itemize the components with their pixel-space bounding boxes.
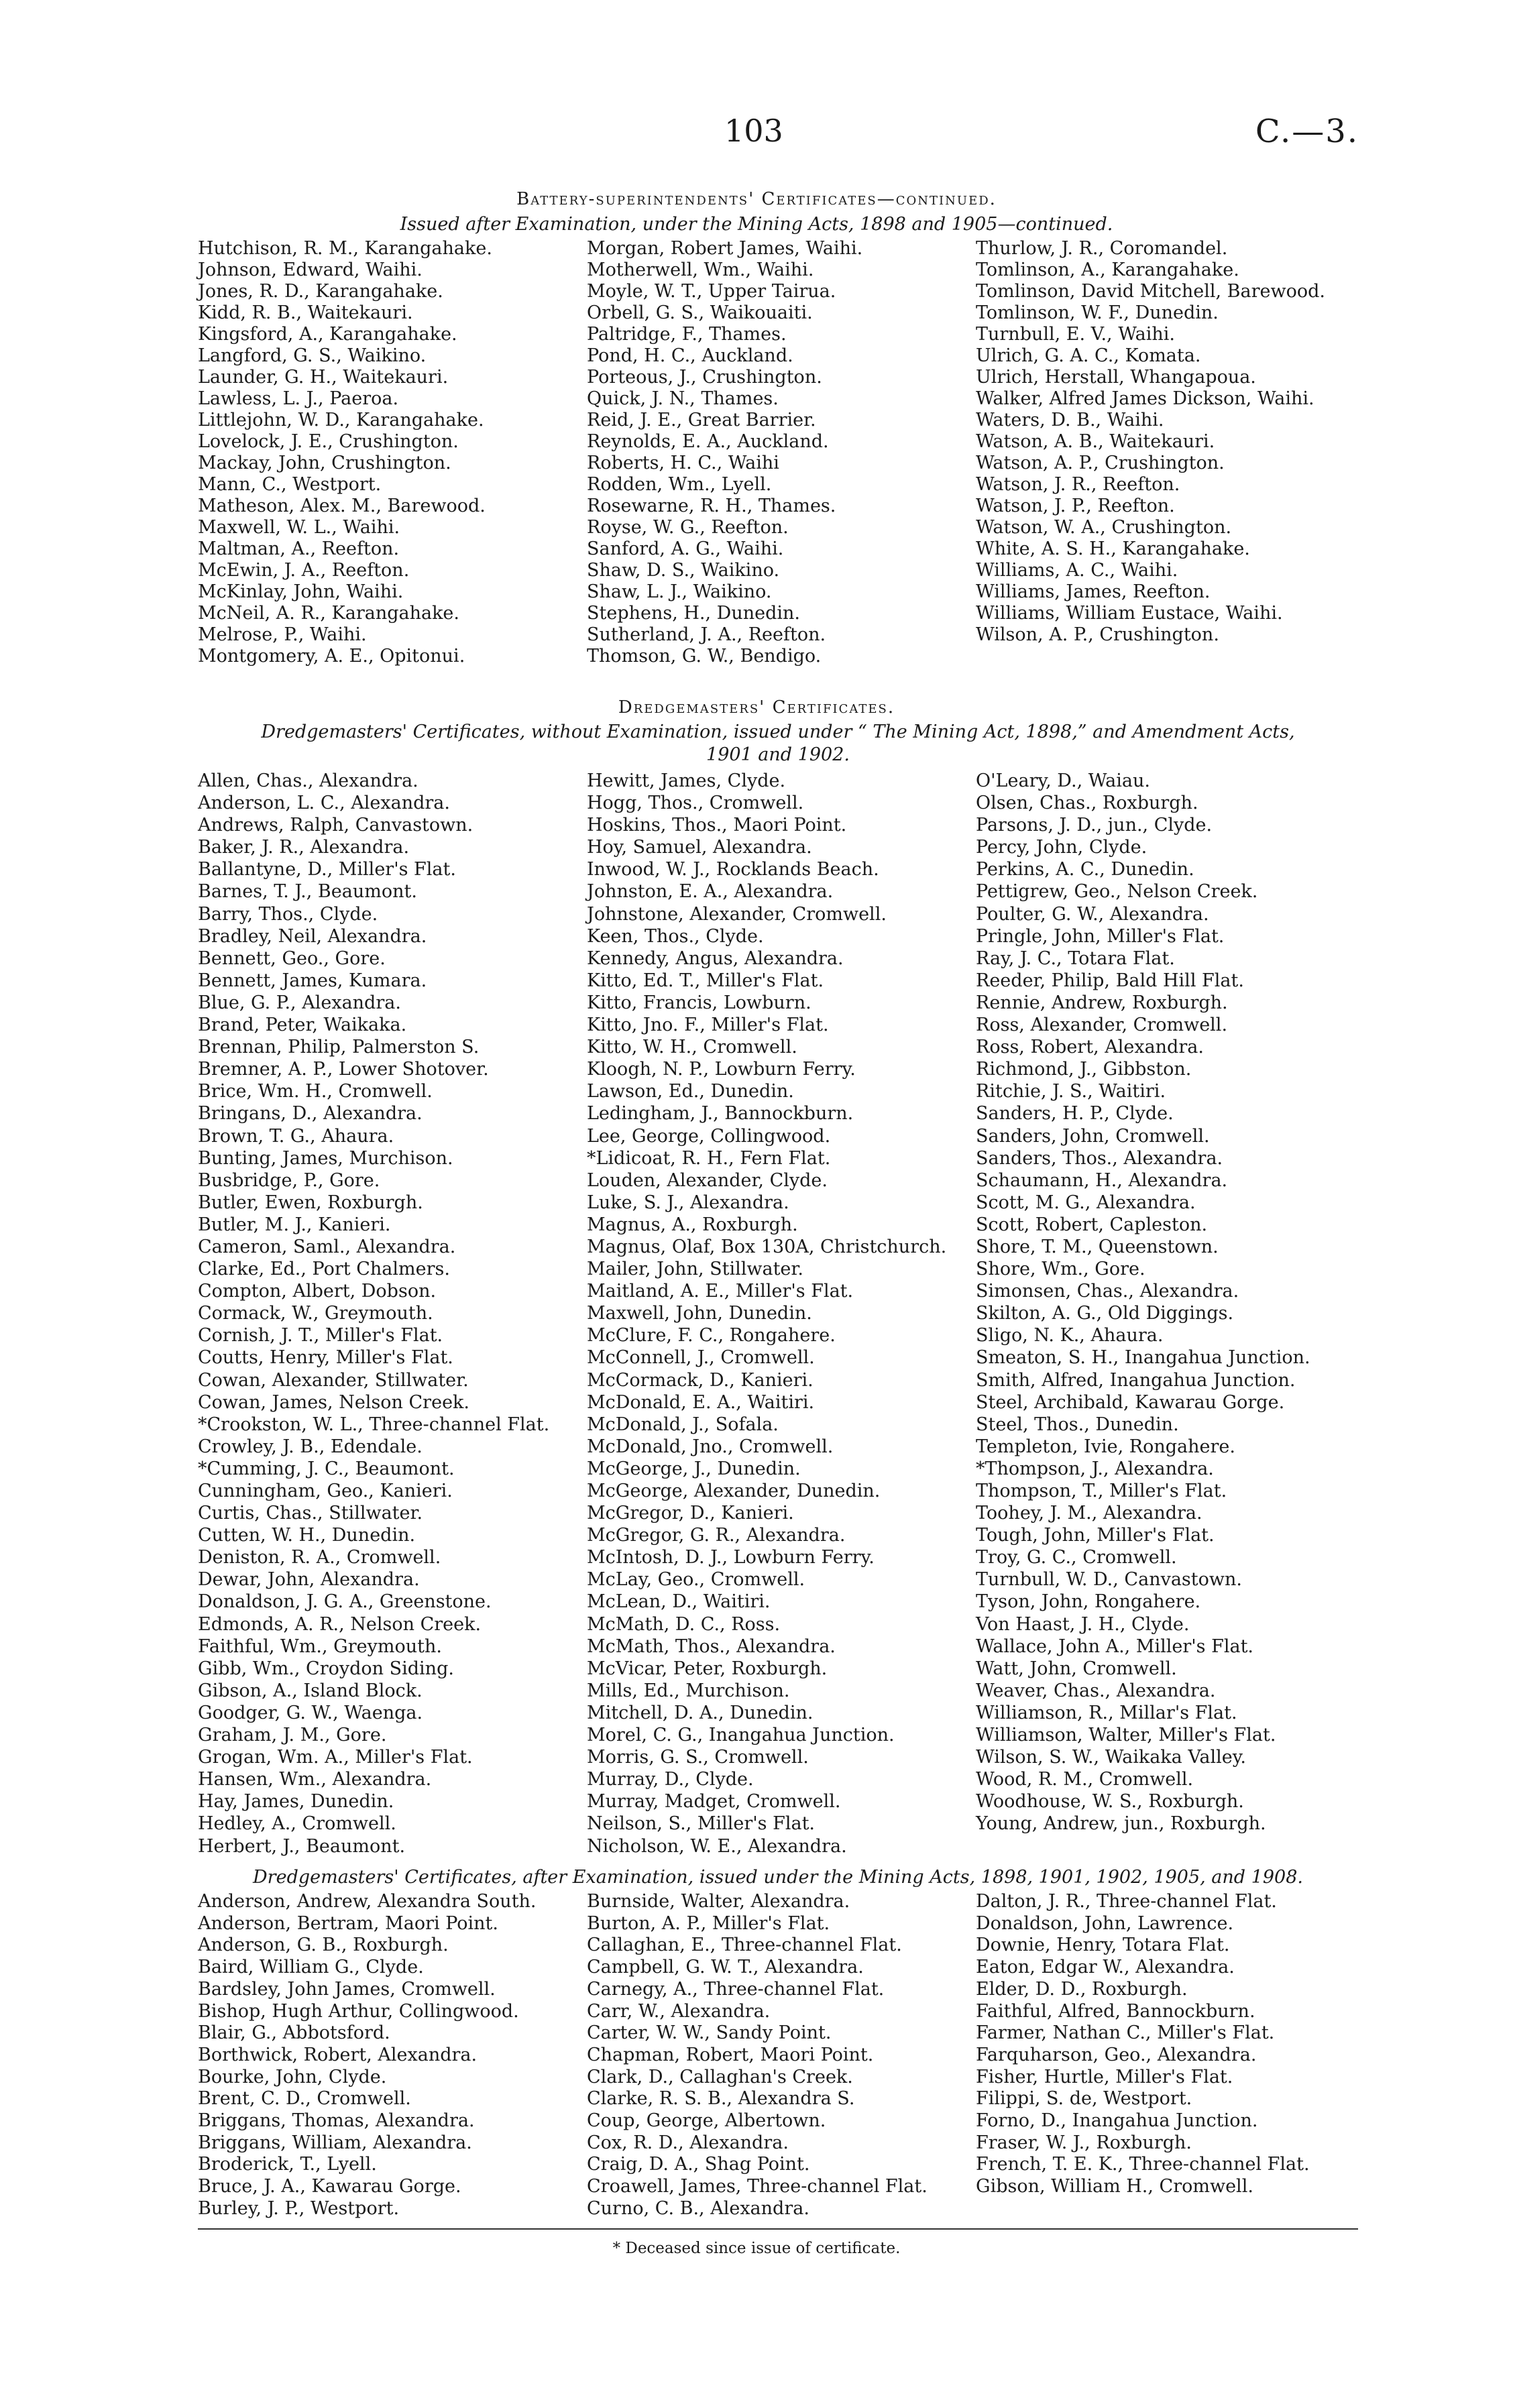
list-item: Rodden, Wm., Lyell. bbox=[587, 474, 772, 495]
list-item: Carr, W., Alexandra. bbox=[587, 2000, 771, 2022]
list-item: Scott, Robert, Capleston. bbox=[976, 1214, 1208, 1235]
list-item: Ritchie, J. S., Waitiri. bbox=[976, 1081, 1166, 1102]
page-number: 103 bbox=[724, 113, 783, 149]
list-item: Simonsen, Chas., Alexandra. bbox=[976, 1281, 1239, 1302]
list-item: Barry, Thos., Clyde. bbox=[198, 903, 378, 925]
list-item: Murray, Madget, Cromwell. bbox=[587, 1791, 841, 1813]
list-item: Sanders, Thos., Alexandra. bbox=[976, 1147, 1223, 1169]
list-item: Watson, A. P., Crushington. bbox=[976, 453, 1225, 473]
list-item: Cutten, W. H., Dunedin. bbox=[198, 1525, 416, 1546]
list-item: Deniston, R. A., Cromwell. bbox=[198, 1547, 441, 1568]
list-item: O'Leary, D., Waiau. bbox=[976, 770, 1150, 791]
list-item: Pringle, John, Miller's Flat. bbox=[976, 925, 1225, 947]
list-item: Kloogh, N. P., Lowburn Ferry. bbox=[587, 1059, 856, 1080]
list-item: Smith, Alfred, Inangahua Junction. bbox=[976, 1369, 1296, 1391]
list-item: French, T. E. K., Three-channel Flat. bbox=[976, 2154, 1310, 2175]
list-item: Lee, George, Collingwood. bbox=[587, 1125, 831, 1147]
list-item: Magnus, Olaf, Box 130A, Christchurch. bbox=[587, 1236, 947, 1257]
list-item: Edmonds, A. R., Nelson Creek. bbox=[198, 1613, 482, 1635]
list-item: Mills, Ed., Murchison. bbox=[587, 1680, 790, 1701]
list-item: Thompson, T., Miller's Flat. bbox=[976, 1481, 1227, 1501]
list-item: Kennedy, Angus, Alexandra. bbox=[587, 948, 844, 969]
list-item: Von Haast, J. H., Clyde. bbox=[976, 1613, 1190, 1635]
list-item: Rosewarne, R. H., Thames. bbox=[587, 496, 836, 516]
list-item: McEwin, J. A., Reefton. bbox=[198, 560, 410, 581]
list-item: Faithful, Wm., Greymouth. bbox=[198, 1636, 442, 1657]
list-item: Sanders, H. P., Clyde. bbox=[976, 1103, 1174, 1125]
list-item: Butler, Ewen, Roxburgh. bbox=[198, 1192, 423, 1213]
list-item: Weaver, Chas., Alexandra. bbox=[976, 1680, 1216, 1701]
list-item: Williams, William Eustace, Waihi. bbox=[976, 603, 1283, 624]
list-item: McLean, D., Waitiri. bbox=[587, 1591, 771, 1613]
list-item: Gibson, William H., Cromwell. bbox=[976, 2176, 1253, 2197]
battery-list bbox=[198, 238, 1392, 667]
list-item: Watson, A. B., Waitekauri. bbox=[976, 431, 1215, 452]
list-item: Donaldson, J. G. A., Greenstone. bbox=[198, 1591, 492, 1613]
list-item: Borthwick, Robert, Alexandra. bbox=[198, 2044, 478, 2065]
list-item: Neilson, S., Miller's Flat. bbox=[587, 1813, 816, 1835]
list-item: Clarke, Ed., Port Chalmers. bbox=[198, 1259, 450, 1280]
list-item: Ledingham, J., Bannockburn. bbox=[587, 1103, 854, 1125]
list-item: Blair, G., Abbotsford. bbox=[198, 2022, 390, 2044]
list-item: Kingsford, A., Karangahake. bbox=[198, 324, 457, 345]
list-item: Cornish, J. T., Miller's Flat. bbox=[198, 1325, 443, 1346]
list-item: Coup, George, Albertown. bbox=[587, 2110, 826, 2132]
dredge-exam-col-2 bbox=[587, 1891, 976, 2220]
list-item: McGregor, D., Kanieri. bbox=[587, 1503, 794, 1524]
list-item: Bennett, Geo., Gore. bbox=[198, 948, 386, 969]
list-item: McGeorge, Alexander, Dunedin. bbox=[587, 1481, 881, 1501]
list-item: Murray, D., Clyde. bbox=[587, 1769, 754, 1790]
list-item: Cowan, James, Nelson Creek. bbox=[198, 1391, 469, 1413]
list-item: Tough, John, Miller's Flat. bbox=[976, 1525, 1215, 1546]
list-item: Filippi, S. de, Westport. bbox=[976, 2088, 1192, 2110]
list-item: Hutchison, R. M., Karangahake. bbox=[198, 238, 492, 259]
list-item: Steel, Thos., Dunedin. bbox=[976, 1414, 1179, 1435]
list-item: *Cumming, J. C., Beaumont. bbox=[198, 1458, 455, 1479]
list-item: Walker, Alfred James Dickson, Waihi. bbox=[976, 388, 1314, 409]
list-item: Bringans, D., Alexandra. bbox=[198, 1103, 423, 1125]
list-item: Watt, John, Cromwell. bbox=[976, 1658, 1177, 1679]
list-item: Wallace, John A., Miller's Flat. bbox=[976, 1636, 1254, 1657]
list-item: Hansen, Wm., Alexandra. bbox=[198, 1769, 432, 1790]
list-item: Ross, Alexander, Cromwell. bbox=[976, 1015, 1228, 1036]
dredge-col-3 bbox=[976, 770, 1392, 1857]
list-item: Morris, G. S., Cromwell. bbox=[587, 1747, 809, 1768]
list-item: McKinlay, John, Waihi. bbox=[198, 581, 404, 602]
list-item: Broderick, T., Lyell. bbox=[198, 2154, 377, 2175]
list-item: McDonald, Jno., Cromwell. bbox=[587, 1436, 834, 1457]
dredge-exam-col-1 bbox=[198, 1891, 587, 2220]
list-item: Shore, Wm., Gore. bbox=[976, 1259, 1145, 1280]
dredge-exam-col-3 bbox=[976, 1891, 1392, 2220]
list-item: McConnell, J., Cromwell. bbox=[587, 1347, 815, 1369]
dredge-exam-list bbox=[198, 1891, 1392, 2220]
list-item: Orbell, G. S., Waikouaiti. bbox=[587, 302, 813, 323]
list-item: Melrose, P., Waihi. bbox=[198, 624, 367, 645]
list-item: Percy, John, Clyde. bbox=[976, 837, 1147, 858]
list-item: Clarke, R. S. B., Alexandra S. bbox=[587, 2088, 855, 2110]
list-item: Parsons, J. D., jun., Clyde. bbox=[976, 815, 1213, 836]
list-item: Tomlinson, David Mitchell, Barewood. bbox=[976, 281, 1325, 302]
list-item: Toohey, J. M., Alexandra. bbox=[976, 1503, 1202, 1524]
list-item: Callaghan, E., Three-channel Flat. bbox=[587, 1935, 902, 1956]
list-item: Ray, J. C., Totara Flat. bbox=[976, 948, 1175, 969]
list-item: Maitland, A. E., Miller's Flat. bbox=[587, 1281, 854, 1302]
dredge-subheading-line-1: Dredgemasters' Certificates, without Examination, issued under “ The Mining Act, 1898,” and Amendment Acts, bbox=[261, 722, 1295, 742]
list-item: Hoy, Samuel, Alexandra. bbox=[587, 837, 812, 858]
battery-col-2 bbox=[587, 238, 976, 667]
list-item: Littlejohn, W. D., Karangahake. bbox=[198, 410, 484, 431]
list-item: Watson, J. R., Reefton. bbox=[976, 474, 1180, 495]
list-item: *Thompson, J., Alexandra. bbox=[976, 1458, 1214, 1479]
list-item: *Crookston, W. L., Three-channel Flat. bbox=[198, 1414, 550, 1435]
list-item: Turnbull, E. V., Waihi. bbox=[976, 324, 1175, 345]
list-item: Carnegy, A., Three-channel Flat. bbox=[587, 1978, 885, 2000]
list-item: Croawell, James, Three-channel Flat. bbox=[587, 2176, 928, 2197]
list-item: Jones, R. D., Karangahake. bbox=[198, 281, 443, 302]
list-item: McGregor, G. R., Alexandra. bbox=[587, 1525, 846, 1546]
list-item: Steel, Archibald, Kawarau Gorge. bbox=[976, 1391, 1285, 1413]
list-item: Fraser, W. J., Roxburgh. bbox=[976, 2132, 1192, 2153]
list-item: Moyle, W. T., Upper Tairua. bbox=[587, 281, 836, 302]
list-item: Faithful, Alfred, Bannockburn. bbox=[976, 2000, 1255, 2022]
battery-subheading: Issued after Examination, under the Mining Acts, 1898 and 1905—continued. bbox=[400, 214, 1113, 235]
list-item: Chapman, Robert, Maori Point. bbox=[587, 2044, 874, 2065]
list-item: Shaw, L. J., Waikino. bbox=[587, 581, 772, 602]
list-item: Magnus, A., Roxburgh. bbox=[587, 1214, 798, 1235]
list-item: Lawless, L. J., Paeroa. bbox=[198, 388, 399, 409]
list-item: Launder, G. H., Waitekauri. bbox=[198, 367, 449, 388]
list-item: McLay, Geo., Cromwell. bbox=[587, 1569, 805, 1591]
list-item: Maltman, A., Reefton. bbox=[198, 538, 400, 559]
list-item: Pettigrew, Geo., Nelson Creek. bbox=[976, 881, 1258, 903]
list-item: Luke, S. J., Alexandra. bbox=[587, 1192, 789, 1213]
list-item: Brand, Peter, Waikaka. bbox=[198, 1015, 407, 1036]
list-item: Ballantyne, D., Miller's Flat. bbox=[198, 859, 456, 880]
list-item: McMath, D. C., Ross. bbox=[587, 1613, 781, 1635]
list-item: Gibson, A., Island Block. bbox=[198, 1680, 423, 1701]
list-item: Dalton, J. R., Three-channel Flat. bbox=[976, 1891, 1277, 1912]
list-item: Burnside, Walter, Alexandra. bbox=[587, 1891, 850, 1912]
dredge-list bbox=[198, 770, 1392, 1857]
list-item: Sligo, N. K., Ahaura. bbox=[976, 1325, 1164, 1346]
list-item: Cowan, Alexander, Stillwater. bbox=[198, 1369, 469, 1391]
list-item: Forno, D., Inangahua Junction. bbox=[976, 2110, 1258, 2132]
list-item: Carter, W. W., Sandy Point. bbox=[587, 2022, 832, 2044]
list-item: Lovelock, J. E., Crushington. bbox=[198, 431, 459, 452]
list-item: Mann, C., Westport. bbox=[198, 474, 382, 495]
list-item: Hogg, Thos., Cromwell. bbox=[587, 793, 804, 814]
list-item: Andrews, Ralph, Canvastown. bbox=[198, 815, 473, 836]
dredge-col-1 bbox=[198, 770, 587, 1857]
list-item: Inwood, W. J., Rocklands Beach. bbox=[587, 859, 879, 880]
list-item: Baker, J. R., Alexandra. bbox=[198, 837, 410, 858]
list-item: Rennie, Andrew, Roxburgh. bbox=[976, 992, 1228, 1013]
list-item: Allen, Chas., Alexandra. bbox=[198, 770, 418, 791]
list-item: Grogan, Wm. A., Miller's Flat. bbox=[198, 1747, 473, 1768]
list-item: Cox, R. D., Alexandra. bbox=[587, 2132, 789, 2153]
list-item: Reynolds, E. A., Auckland. bbox=[587, 431, 829, 452]
list-item: Williamson, R., Millar's Flat. bbox=[976, 1702, 1237, 1723]
list-item: Williamson, Walter, Miller's Flat. bbox=[976, 1725, 1276, 1746]
list-item: Sanford, A. G., Waihi. bbox=[587, 538, 784, 559]
list-item: Wilson, S. W., Waikaka Valley. bbox=[976, 1747, 1246, 1768]
list-item: Williams, A. C., Waihi. bbox=[976, 560, 1178, 581]
list-item: Watson, W. A., Crushington. bbox=[976, 517, 1232, 538]
list-item: Maxwell, John, Dunedin. bbox=[587, 1303, 812, 1324]
list-item: Brent, C. D., Cromwell. bbox=[198, 2088, 411, 2110]
list-item: McDonald, J., Sofala. bbox=[587, 1414, 779, 1435]
list-item: White, A. S. H., Karangahake. bbox=[976, 538, 1250, 559]
list-item: Anderson, G. B., Roxburgh. bbox=[198, 1935, 449, 1956]
list-item: McIntosh, D. J., Lowburn Ferry. bbox=[587, 1547, 875, 1568]
list-item: Woodhouse, W. S., Roxburgh. bbox=[976, 1791, 1244, 1813]
list-item: McCormack, D., Kanieri. bbox=[587, 1369, 814, 1391]
list-item: Reid, J. E., Great Barrier. bbox=[587, 410, 816, 431]
list-item: Cormack, W., Greymouth. bbox=[198, 1303, 433, 1324]
battery-col-3 bbox=[976, 238, 1392, 667]
list-item: Shaw, D. S., Waikino. bbox=[587, 560, 780, 581]
list-item: Quick, J. N., Thames. bbox=[587, 388, 779, 409]
list-item: Bishop, Hugh Arthur, Collingwood. bbox=[198, 2000, 519, 2022]
dredge-subheading-line-2: 1901 and 1902. bbox=[706, 744, 850, 765]
list-item: Brown, T. G., Ahaura. bbox=[198, 1125, 394, 1147]
list-item: Mailer, John, Stillwater. bbox=[587, 1259, 803, 1280]
list-item: Mitchell, D. A., Dunedin. bbox=[587, 1702, 814, 1723]
list-item: Morel, C. G., Inangahua Junction. bbox=[587, 1725, 895, 1746]
list-item: Kitto, Francis, Lowburn. bbox=[587, 992, 811, 1013]
list-item: McNeil, A. R., Karangahake. bbox=[198, 603, 459, 624]
list-item: Farmer, Nathan C., Miller's Flat. bbox=[976, 2022, 1275, 2044]
list-item: Wilson, A. P., Crushington. bbox=[976, 624, 1219, 645]
list-item: Herbert, J., Beaumont. bbox=[198, 1835, 406, 1857]
list-item: Fisher, Hurtle, Miller's Flat. bbox=[976, 2066, 1233, 2087]
list-item: Kitto, Jno. F., Miller's Flat. bbox=[587, 1015, 829, 1036]
list-item: Baird, William G., Clyde. bbox=[198, 1957, 424, 1978]
list-item: Olsen, Chas., Roxburgh. bbox=[976, 793, 1198, 814]
list-item: Craig, D. A., Shag Point. bbox=[587, 2154, 810, 2175]
list-item: Elder, D. D., Roxburgh. bbox=[976, 1978, 1188, 2000]
list-item: Brice, Wm. H., Cromwell. bbox=[198, 1081, 433, 1102]
list-item: Richmond, J., Gibbston. bbox=[976, 1059, 1192, 1080]
list-item: Maxwell, W. L., Waihi. bbox=[198, 517, 400, 538]
list-item: Graham, J. M., Gore. bbox=[198, 1725, 387, 1746]
footnote: * Deceased since issue of certificate. bbox=[612, 2240, 901, 2257]
list-item: Louden, Alexander, Clyde. bbox=[587, 1169, 828, 1191]
list-item: Thomson, G. W., Bendigo. bbox=[587, 646, 822, 667]
list-item: Goodger, G. W., Waenga. bbox=[198, 1702, 423, 1723]
list-item: Burley, J. P., Westport. bbox=[198, 2197, 400, 2219]
list-item: Roberts, H. C., Waihi bbox=[587, 453, 779, 473]
list-item: Cunningham, Geo., Kanieri. bbox=[198, 1481, 453, 1501]
list-item: Thurlow, J. R., Coromandel. bbox=[976, 238, 1228, 259]
list-item: Ulrich, Herstall, Whangapoua. bbox=[976, 367, 1256, 388]
list-item: Briggans, William, Alexandra. bbox=[198, 2132, 472, 2153]
list-item: McClure, F. C., Rongahere. bbox=[587, 1325, 836, 1346]
list-item: Brennan, Philip, Palmerston S. bbox=[198, 1037, 480, 1058]
list-item: Downie, Henry, Totara Flat. bbox=[976, 1935, 1230, 1956]
dredge-subheading bbox=[198, 721, 1358, 766]
list-item: Briggans, Thomas, Alexandra. bbox=[198, 2110, 475, 2132]
list-item: Pond, H. C., Auckland. bbox=[587, 345, 793, 366]
list-item: Eaton, Edgar W., Alexandra. bbox=[976, 1957, 1235, 1978]
list-item: Anderson, Bertram, Maori Point. bbox=[198, 1912, 498, 1934]
list-item: Shore, T. M., Queenstown. bbox=[976, 1236, 1219, 1257]
document-reference: C.—3. bbox=[1255, 113, 1359, 150]
list-item: Mackay, John, Crushington. bbox=[198, 453, 451, 473]
list-item: Hedley, A., Cromwell. bbox=[198, 1813, 396, 1835]
list-item: Johnston, E. A., Alexandra. bbox=[587, 881, 834, 903]
list-item: Skilton, A. G., Old Diggings. bbox=[976, 1303, 1234, 1324]
list-item: Tyson, John, Rongahere. bbox=[976, 1591, 1201, 1613]
dredge-heading: Dredgemasters' Certificates. bbox=[618, 697, 895, 718]
list-item: Scott, M. G., Alexandra. bbox=[976, 1192, 1196, 1213]
list-item: Bennett, James, Kumara. bbox=[198, 970, 427, 991]
list-item: Busbridge, P., Gore. bbox=[198, 1169, 380, 1191]
list-item: Gibb, Wm., Croydon Siding. bbox=[198, 1658, 454, 1679]
list-item: Blue, G. P., Alexandra. bbox=[198, 992, 401, 1013]
list-item: Reeder, Philip, Bald Hill Flat. bbox=[976, 970, 1244, 991]
list-item: Turnbull, W. D., Canvastown. bbox=[976, 1569, 1242, 1591]
list-item: Kitto, W. H., Cromwell. bbox=[587, 1037, 797, 1058]
list-item: Donaldson, John, Lawrence. bbox=[976, 1912, 1234, 1934]
list-item: McDonald, E. A., Waitiri. bbox=[587, 1391, 815, 1413]
list-item: Poulter, G. W., Alexandra. bbox=[976, 903, 1209, 925]
list-item: Montgomery, A. E., Opitonui. bbox=[198, 646, 465, 667]
battery-col-1 bbox=[198, 238, 587, 667]
list-item: Coutts, Henry, Miller's Flat. bbox=[198, 1347, 453, 1369]
list-item: Tomlinson, A., Karangahake. bbox=[976, 260, 1239, 280]
list-item: Stephens, H., Dunedin. bbox=[587, 603, 800, 624]
list-item: Matheson, Alex. M., Barewood. bbox=[198, 496, 486, 516]
list-item: Barnes, T. J., Beaumont. bbox=[198, 881, 417, 903]
list-item: Bruce, J. A., Kawarau Gorge. bbox=[198, 2176, 461, 2197]
list-item: Templeton, Ivie, Rongahere. bbox=[976, 1436, 1235, 1457]
list-item: Tomlinson, W. F., Dunedin. bbox=[976, 302, 1219, 323]
list-item: Schaumann, H., Alexandra. bbox=[976, 1169, 1228, 1191]
list-item: Farquharson, Geo., Alexandra. bbox=[976, 2044, 1257, 2065]
list-item: Kidd, R. B., Waitekauri. bbox=[198, 302, 413, 323]
list-item: Butler, M. J., Kanieri. bbox=[198, 1214, 391, 1235]
list-item: Porteous, J., Crushington. bbox=[587, 367, 822, 388]
list-item: McVicar, Peter, Roxburgh. bbox=[587, 1658, 828, 1679]
list-item: Waters, D. B., Waihi. bbox=[976, 410, 1164, 431]
list-item: McGeorge, J., Dunedin. bbox=[587, 1458, 801, 1479]
list-item: Langford, G. S., Waikino. bbox=[198, 345, 427, 366]
list-item: Sutherland, J. A., Reefton. bbox=[587, 624, 826, 645]
list-item: Anderson, L. C., Alexandra. bbox=[198, 793, 450, 814]
list-item: Hay, James, Dunedin. bbox=[198, 1791, 394, 1813]
list-item: Wood, R. M., Cromwell. bbox=[976, 1769, 1194, 1790]
list-item: Crowley, J. B., Edendale. bbox=[198, 1436, 423, 1457]
list-item: Dewar, John, Alexandra. bbox=[198, 1569, 420, 1591]
list-item: Bunting, James, Murchison. bbox=[198, 1147, 453, 1169]
list-item: Williams, James, Reefton. bbox=[976, 581, 1211, 602]
list-item: Lawson, Ed., Dunedin. bbox=[587, 1081, 794, 1102]
list-item: *Lidicoat, R. H., Fern Flat. bbox=[587, 1147, 831, 1169]
list-item: Morgan, Robert James, Waihi. bbox=[587, 238, 863, 259]
list-item: Kitto, Ed. T., Miller's Flat. bbox=[587, 970, 824, 991]
list-item: Royse, W. G., Reefton. bbox=[587, 517, 789, 538]
list-item: Cameron, Saml., Alexandra. bbox=[198, 1236, 456, 1257]
list-item: Perkins, A. C., Dunedin. bbox=[976, 859, 1194, 880]
list-item: Ross, Robert, Alexandra. bbox=[976, 1037, 1204, 1058]
list-item: Motherwell, Wm., Waihi. bbox=[587, 260, 814, 280]
list-item: Johnstone, Alexander, Cromwell. bbox=[587, 903, 887, 925]
dredge-col-2 bbox=[587, 770, 976, 1857]
dredge-exam-subheading: Dredgemasters' Certificates, after Examination, issued under the Mining Acts, 1898, 1901, 1902, 1905, and 1908. bbox=[253, 1867, 1303, 1888]
list-item: Burton, A. P., Miller's Flat. bbox=[587, 1912, 830, 1934]
list-item: Clark, D., Callaghan's Creek. bbox=[587, 2066, 853, 2087]
list-item: Anderson, Andrew, Alexandra South. bbox=[198, 1891, 537, 1912]
list-item: Troy, G. C., Cromwell. bbox=[976, 1547, 1177, 1568]
battery-heading: Battery-superintendents' Certificates—continued. bbox=[516, 189, 997, 209]
list-item: Smeaton, S. H., Inangahua Junction. bbox=[976, 1347, 1310, 1369]
list-item: Keen, Thos., Clyde. bbox=[587, 925, 764, 947]
list-item: Bradley, Neil, Alexandra. bbox=[198, 925, 427, 947]
list-item: Bourke, John, Clyde. bbox=[198, 2066, 387, 2087]
list-item: Nicholson, W. E., Alexandra. bbox=[587, 1835, 847, 1857]
list-item: Compton, Albert, Dobson. bbox=[198, 1281, 437, 1302]
list-item: McMath, Thos., Alexandra. bbox=[587, 1636, 836, 1657]
list-item: Paltridge, F., Thames. bbox=[587, 324, 787, 345]
list-item: Campbell, G. W. T., Alexandra. bbox=[587, 1957, 864, 1978]
list-item: Young, Andrew, jun., Roxburgh. bbox=[976, 1813, 1266, 1835]
list-item: Watson, J. P., Reefton. bbox=[976, 496, 1175, 516]
list-item: Curtis, Chas., Stillwater. bbox=[198, 1503, 423, 1524]
list-item: Sanders, John, Cromwell. bbox=[976, 1125, 1210, 1147]
list-item: Johnson, Edward, Waihi. bbox=[198, 260, 423, 280]
footnote-rule bbox=[198, 2228, 1358, 2230]
list-item: Hoskins, Thos., Maori Point. bbox=[587, 815, 847, 836]
list-item: Bremner, A. P., Lower Shotover. bbox=[198, 1059, 489, 1080]
list-item: Curno, C. B., Alexandra. bbox=[587, 2197, 809, 2219]
list-item: Hewitt, James, Clyde. bbox=[587, 770, 786, 791]
list-item: Ulrich, G. A. C., Komata. bbox=[976, 345, 1201, 366]
list-item: Bardsley, John James, Cromwell. bbox=[198, 1978, 496, 2000]
